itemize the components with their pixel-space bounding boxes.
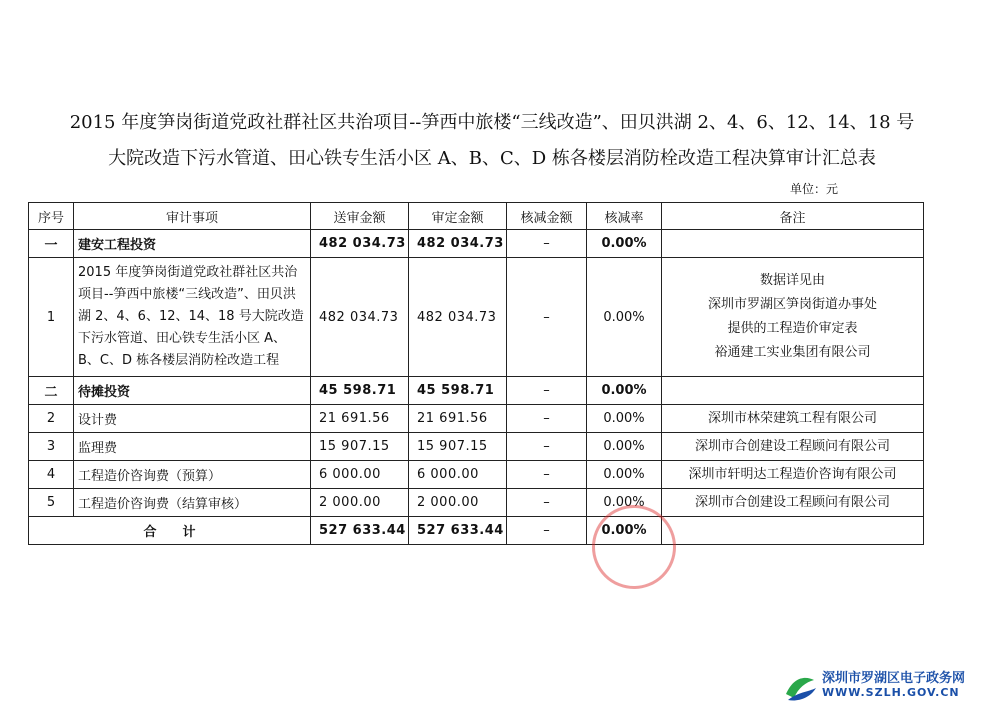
- row-approved: 482 034.73: [409, 230, 507, 258]
- row-reduced: –: [507, 258, 587, 377]
- row-reduced: –: [507, 377, 587, 405]
- row-item: 工程造价咨询费（预算）: [74, 461, 311, 489]
- row-note: [662, 258, 924, 377]
- row-item: 工程造价咨询费（结算审核）: [74, 489, 311, 517]
- total-row: [29, 517, 924, 545]
- row-no: 2: [29, 405, 74, 433]
- row-rate: 0.00%: [587, 433, 662, 461]
- total-rate: 0.00%: [587, 517, 662, 545]
- row-note: [662, 230, 924, 258]
- row-submitted: 15 907.15: [311, 433, 409, 461]
- document-title-line1: 2015 年度笋岗街道党政社群社区共治项目--笋西中旅楼“三线改造”、田贝洪湖 2、4、6、12、14、18 号: [69, 112, 915, 133]
- table-row: [29, 258, 924, 377]
- row-approved: 21 691.56: [409, 405, 507, 433]
- total-submitted: 527 633.44: [311, 517, 409, 545]
- row-note: 深圳市合创建设工程顾问有限公司: [662, 489, 924, 517]
- header-approved: 审定金额: [409, 203, 507, 230]
- table-row: [29, 230, 924, 258]
- total-label: 合 计: [29, 517, 311, 545]
- row-no: 5: [29, 489, 74, 517]
- audit-summary-table: [28, 202, 924, 545]
- row-item: 监理费: [74, 433, 311, 461]
- row-reduced: –: [507, 461, 587, 489]
- note-line: 提供的工程造价审定表: [727, 321, 858, 336]
- row-reduced: –: [507, 433, 587, 461]
- header-no: 序号: [29, 203, 74, 230]
- row-rate: 0.00%: [587, 377, 662, 405]
- unit-label: 单位：元: [790, 182, 839, 196]
- row-reduced: –: [507, 405, 587, 433]
- row-no: 二: [29, 377, 74, 405]
- row-item: 建安工程投资: [74, 230, 311, 258]
- row-submitted: 482 034.73: [311, 230, 409, 258]
- header-submitted: 送审金额: [311, 203, 409, 230]
- row-note: 深圳市合创建设工程顾问有限公司: [662, 433, 924, 461]
- table-header-row: [29, 203, 924, 230]
- row-no: 4: [29, 461, 74, 489]
- row-submitted: 6 000.00: [311, 461, 409, 489]
- szlh-logo-icon: [780, 666, 820, 706]
- row-rate: 0.00%: [587, 258, 662, 377]
- note-line: 数据详见由: [759, 273, 825, 288]
- row-note: [662, 377, 924, 405]
- row-rate: 0.00%: [587, 405, 662, 433]
- table-row: [29, 377, 924, 405]
- header-item: 审计事项: [74, 203, 311, 230]
- row-item: 待摊投资: [74, 377, 311, 405]
- row-note: 深圳市轩明达工程造价咨询有限公司: [662, 461, 924, 489]
- table-row: [29, 461, 924, 489]
- total-approved: 527 633.44: [409, 517, 507, 545]
- note-line: 裕通建工实业集团有限公司: [714, 345, 871, 360]
- row-approved: 45 598.71: [409, 377, 507, 405]
- row-item: 设计费: [74, 405, 311, 433]
- row-rate: 0.00%: [587, 461, 662, 489]
- watermark-site-name: 深圳市罗湖区电子政务网: [822, 671, 966, 686]
- row-rate: 0.00%: [587, 489, 662, 517]
- row-note: 深圳市林荣建筑工程有限公司: [662, 405, 924, 433]
- row-rate: 0.00%: [587, 230, 662, 258]
- row-no: 1: [29, 258, 74, 377]
- header-rate: 核减率: [587, 203, 662, 230]
- total-reduced: –: [507, 517, 587, 545]
- row-approved: 15 907.15: [409, 433, 507, 461]
- row-no: 3: [29, 433, 74, 461]
- row-no: 一: [29, 230, 74, 258]
- header-note: 备注: [662, 203, 924, 230]
- row-submitted: 45 598.71: [311, 377, 409, 405]
- row-approved: 6 000.00: [409, 461, 507, 489]
- header-reduced: 核减金额: [507, 203, 587, 230]
- table-row: [29, 405, 924, 433]
- row-submitted: 482 034.73: [311, 258, 409, 377]
- row-submitted: 2 000.00: [311, 489, 409, 517]
- total-note: [662, 517, 924, 545]
- table-row: [29, 433, 924, 461]
- table-row: [29, 489, 924, 517]
- watermark-site-url: WWW.SZLH.GOV.CN: [822, 686, 960, 699]
- row-approved: 482 034.73: [409, 258, 507, 377]
- document-title-line2: 大院改造下污水管道、田心铁专生活小区 A、B、C、D 栋各楼层消防栓改造工程决算审计汇总表: [108, 148, 876, 169]
- row-reduced: –: [507, 230, 587, 258]
- row-approved: 2 000.00: [409, 489, 507, 517]
- row-submitted: 21 691.56: [311, 405, 409, 433]
- note-line: 深圳市罗湖区笋岗街道办事处: [707, 297, 877, 312]
- row-reduced: –: [507, 489, 587, 517]
- row-item: 2015 年度笋岗街道党政社群社区共治项目--笋西中旅楼“三线改造”、田贝洪湖 2、4、6、12、14、18 号大院改造下污水管道、田心铁专生活小区 A、B、C、D 栋各楼层消防栓改造工程: [74, 258, 311, 377]
